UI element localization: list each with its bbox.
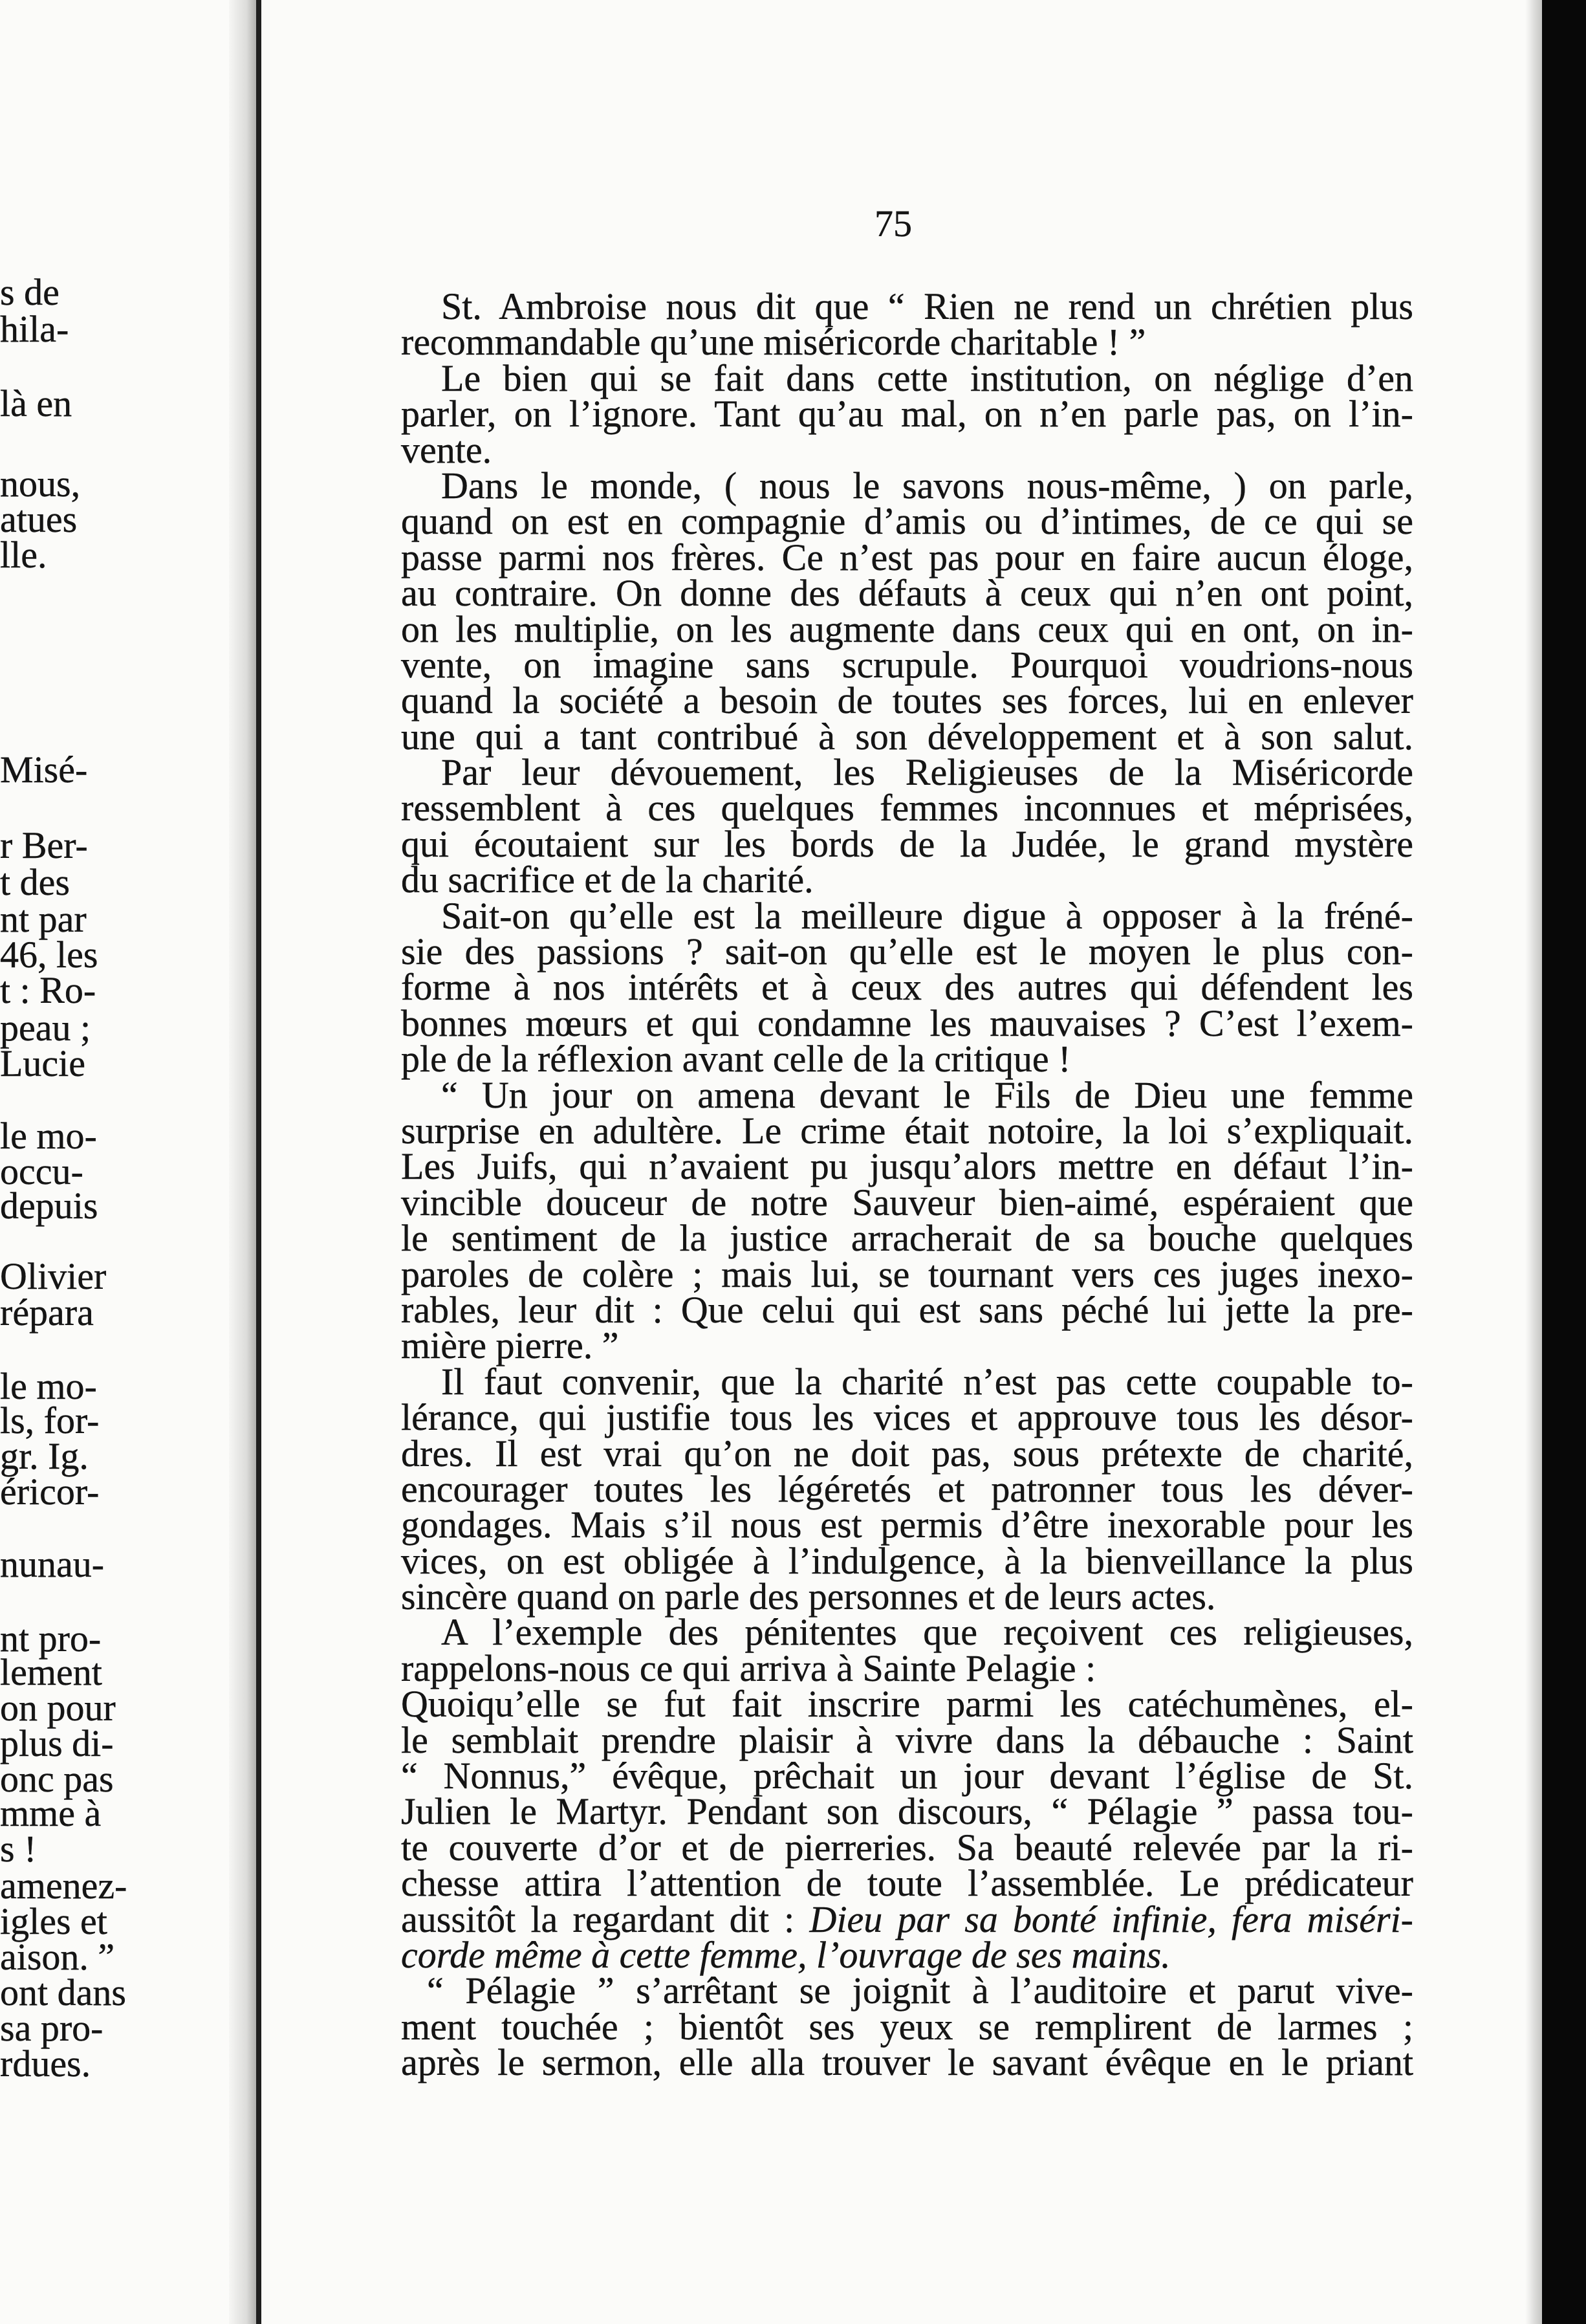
text-line: au contraire. On donne des défauts à ceux qui n’en ont point,: [401, 572, 1413, 615]
text-line: rables, leur dit : Que celui qui est sans péché lui jette la pre-: [401, 1288, 1413, 1331]
text-line: quand la société a besoin de toutes ses forces, lui en enlever: [401, 679, 1413, 722]
text-line: on les multiplie, on les augmente dans ceux qui en ont, on in-: [401, 608, 1413, 650]
text-line: paroles de colère ; mais lui, se tournant vers ces juges inexo-: [401, 1253, 1413, 1295]
text-line: chesse attira l’attention de toute l’assemblée. Le prédicateur: [401, 1862, 1413, 1905]
text-line: ple de la réflexion avant celle de la critique !: [401, 1038, 1071, 1080]
italic-quotation: Dieu par sa bonté infinie, fera miséri-: [809, 1898, 1413, 1940]
text-line: ressemblent à ces quelques femmes inconnues et méprisées,: [401, 787, 1413, 829]
paragraph: [401, 285, 1413, 364]
text-line: dres. Il est vrai qu’on ne doit pas, sous prétexte de charité,: [401, 1432, 1413, 1474]
facing-page-line-end: Misé-: [0, 749, 88, 791]
text-line: Par leur dévouement, les Religieuses de la Miséricorde: [441, 751, 1413, 794]
facing-page-line-end: lle.: [0, 534, 47, 576]
paragraph: [401, 1969, 1413, 2084]
paragraph: [401, 751, 1413, 901]
text-line: Le bien qui se fait dans cette institution, on néglige d’en: [441, 356, 1413, 399]
facing-page-line-end: le mo-: [0, 1365, 97, 1407]
italic-quotation: corde même à cette femme, l’ouvrage de ses mains.: [401, 1933, 1171, 1976]
paragraph: [401, 1683, 1413, 1976]
facing-page-line-end: atues: [0, 498, 78, 540]
text-line: sincère quand on parle des personnes et de leurs actes.: [401, 1575, 1216, 1618]
facing-page-fragment: [0, 0, 229, 2324]
page-number: 75: [874, 203, 912, 245]
text-line: le semblait prendre plaisir à vivre dans la débauche : Saint: [401, 1718, 1413, 1761]
text-line: forme à nos intérêts et à ceux des autres qui défendent les: [401, 966, 1413, 1009]
text-line: gondages. Mais s’il nous est permis d’être inexorable pour les: [401, 1504, 1413, 1546]
text-line: ment touchée ; bientôt ses yeux se remplirent de larmes ;: [401, 2005, 1413, 2048]
text-line: du sacrifice et de la charité.: [401, 859, 814, 901]
text-line: A l’exemple des pénitentes que reçoivent ces religieuses,: [441, 1611, 1413, 1654]
facing-page-line-end: t des: [0, 861, 70, 903]
facing-page-line-end: s !: [0, 1828, 37, 1870]
text-line: quand on est en compagnie d’amis ou d’intimes, de ce qui se: [401, 500, 1413, 543]
text-line: vincible douceur de notre Sauveur bien-aimé, espéraient que: [401, 1181, 1413, 1223]
facing-page-line-end: s de: [0, 271, 60, 313]
text-line: encourager toutes les légéretés et patronner tous les déver-: [401, 1467, 1413, 1510]
facing-page-line-end: sa pro-: [0, 2007, 103, 2049]
text-line: le sentiment de la justice arracherait de sa bouche quelques: [401, 1217, 1413, 1260]
text-line: vices, on est obligée à l’indulgence, à la bienveillance la plus: [401, 1539, 1413, 1582]
facing-page-line-end: mme à: [0, 1792, 102, 1834]
text-line: sie des passions ? sait-on qu’elle est le moyen le plus con-: [401, 930, 1413, 973]
text-line: [401, 1898, 1413, 1940]
paragraph: [401, 1360, 1413, 1618]
facing-page-line-end: Lucie: [0, 1042, 86, 1084]
text-line: mière pierre. ”: [401, 1324, 619, 1367]
facing-page-line-end: rdues.: [0, 2043, 91, 2085]
facing-page-line-end: igles et: [0, 1900, 107, 1942]
text-line: Dans le monde, ( nous le savons nous-même, ) on parle,: [441, 464, 1413, 507]
facing-page-line-end: gr. Ig.: [0, 1435, 89, 1477]
facing-page-line-end: hila-: [0, 308, 69, 350]
text-line: “ Un jour on amena devant le Fils de Dieu une femme: [441, 1073, 1413, 1116]
text-line-roman: aussitôt la regardant dit :: [401, 1898, 810, 1940]
paragraph: [401, 356, 1413, 471]
facing-page-line-end: t : Ro-: [0, 969, 96, 1011]
text-line: parler, on l’ignore. Tant qu’au mal, on n’en parle pas, on l’in-: [401, 393, 1413, 435]
facing-page-line-end: éricor-: [0, 1471, 100, 1513]
text-line: St. Ambroise nous dit que “ Rien ne rend un chrétien plus: [441, 285, 1413, 327]
facing-page-line-end: depuis: [0, 1185, 98, 1227]
paragraph: [401, 464, 1413, 758]
facing-page-line-end: lement: [0, 1651, 102, 1693]
text-line: Sait-on qu’elle est la meilleure digue à opposer à la fréné-: [441, 894, 1413, 937]
text-line: Il faut convenir, que la charité n’est pas cette coupable to-: [441, 1360, 1413, 1403]
text-line: recommandable qu’une miséricorde charitable ! ”: [401, 321, 1146, 364]
text-line: Quoiqu’elle se fut fait inscrire parmi les catéchumènes, el-: [401, 1683, 1413, 1726]
paragraph: [401, 1073, 1413, 1367]
facing-page-line-end: on pour: [0, 1687, 116, 1729]
text-line: vente, on imagine sans scrupule. Pourquoi voudrions-nous: [401, 643, 1413, 686]
facing-page-line-end: peau ;: [0, 1007, 91, 1049]
text-line: bonnes mœurs et qui condamne les mauvaises ? C’est l’exem-: [401, 1002, 1413, 1044]
text-line: “ Nonnus,” évêque, prêchait un jour devant l’église de St.: [401, 1755, 1413, 1797]
page-edge-shadow: [1525, 0, 1542, 2324]
facing-page-line-end: onc pas: [0, 1758, 114, 1800]
facing-page-line-end: aison. ”: [0, 1936, 115, 1978]
text-line: te couverte d’or et de pierreries. Sa beauté relevée par la ri-: [401, 1826, 1413, 1869]
paragraph: [401, 1611, 1413, 1689]
facing-page-line-end: là en: [0, 382, 72, 424]
page-gutter-line: [256, 0, 261, 2324]
facing-page-line-end: r Ber-: [0, 824, 88, 866]
body-text: [401, 285, 1413, 2084]
facing-page-line-end: répara: [0, 1291, 94, 1333]
facing-page-line-end: 46, les: [0, 934, 98, 976]
page-gutter-shadow: [229, 0, 256, 2324]
text-line: surprise en adultère. Le crime était notoire, la loi s’expliquait.: [401, 1109, 1413, 1152]
facing-page-line-end: nt pro-: [0, 1617, 102, 1660]
text-line: après le sermon, elle alla trouver le savant évêque en le priant: [401, 2041, 1413, 2084]
paragraph: [401, 894, 1413, 1080]
facing-page-line-end: occu-: [0, 1150, 83, 1192]
text-line: lérance, qui justifie tous les vices et approuve tous les désor-: [401, 1396, 1413, 1439]
scan-edge-bar: [1542, 0, 1586, 2324]
text-line: Les Juifs, qui n’avaient pu jusqu’alors mettre en défaut l’in-: [401, 1145, 1413, 1188]
facing-page-line-end: le mo-: [0, 1115, 97, 1157]
text-line: [401, 1933, 1413, 1976]
facing-page-line-end: plus di-: [0, 1722, 114, 1764]
text-line: qui écoutaient sur les bords de la Judée, le grand mystère: [401, 822, 1413, 865]
text-line: une qui a tant contribué à son développement et à son salut.: [401, 715, 1413, 758]
text-line: vente.: [401, 428, 492, 471]
text-line: passe parmi nos frères. Ce n’est pas pour en faire aucun éloge,: [401, 536, 1413, 578]
facing-page-line-end: ls, for-: [0, 1399, 100, 1442]
facing-page-line-end: amenez-: [0, 1865, 127, 1907]
text-line: “ Pélagie ” s’arrêtant se joignit à l’auditoire et parut vive-: [427, 1969, 1413, 2012]
facing-page-line-end: Olivier: [0, 1255, 107, 1297]
facing-page-line-end: nous,: [0, 463, 81, 505]
facing-page-line-end: nt par: [0, 898, 87, 940]
text-line: rappelons-nous ce qui arriva à Sainte Pelagie :: [401, 1647, 1096, 1689]
facing-page-line-end: nunau-: [0, 1543, 105, 1585]
facing-page-line-end: ont dans: [0, 1971, 126, 2013]
text-line: Julien le Martyr. Pendant son discours, “ Pélagie ” passa tou-: [401, 1790, 1413, 1833]
